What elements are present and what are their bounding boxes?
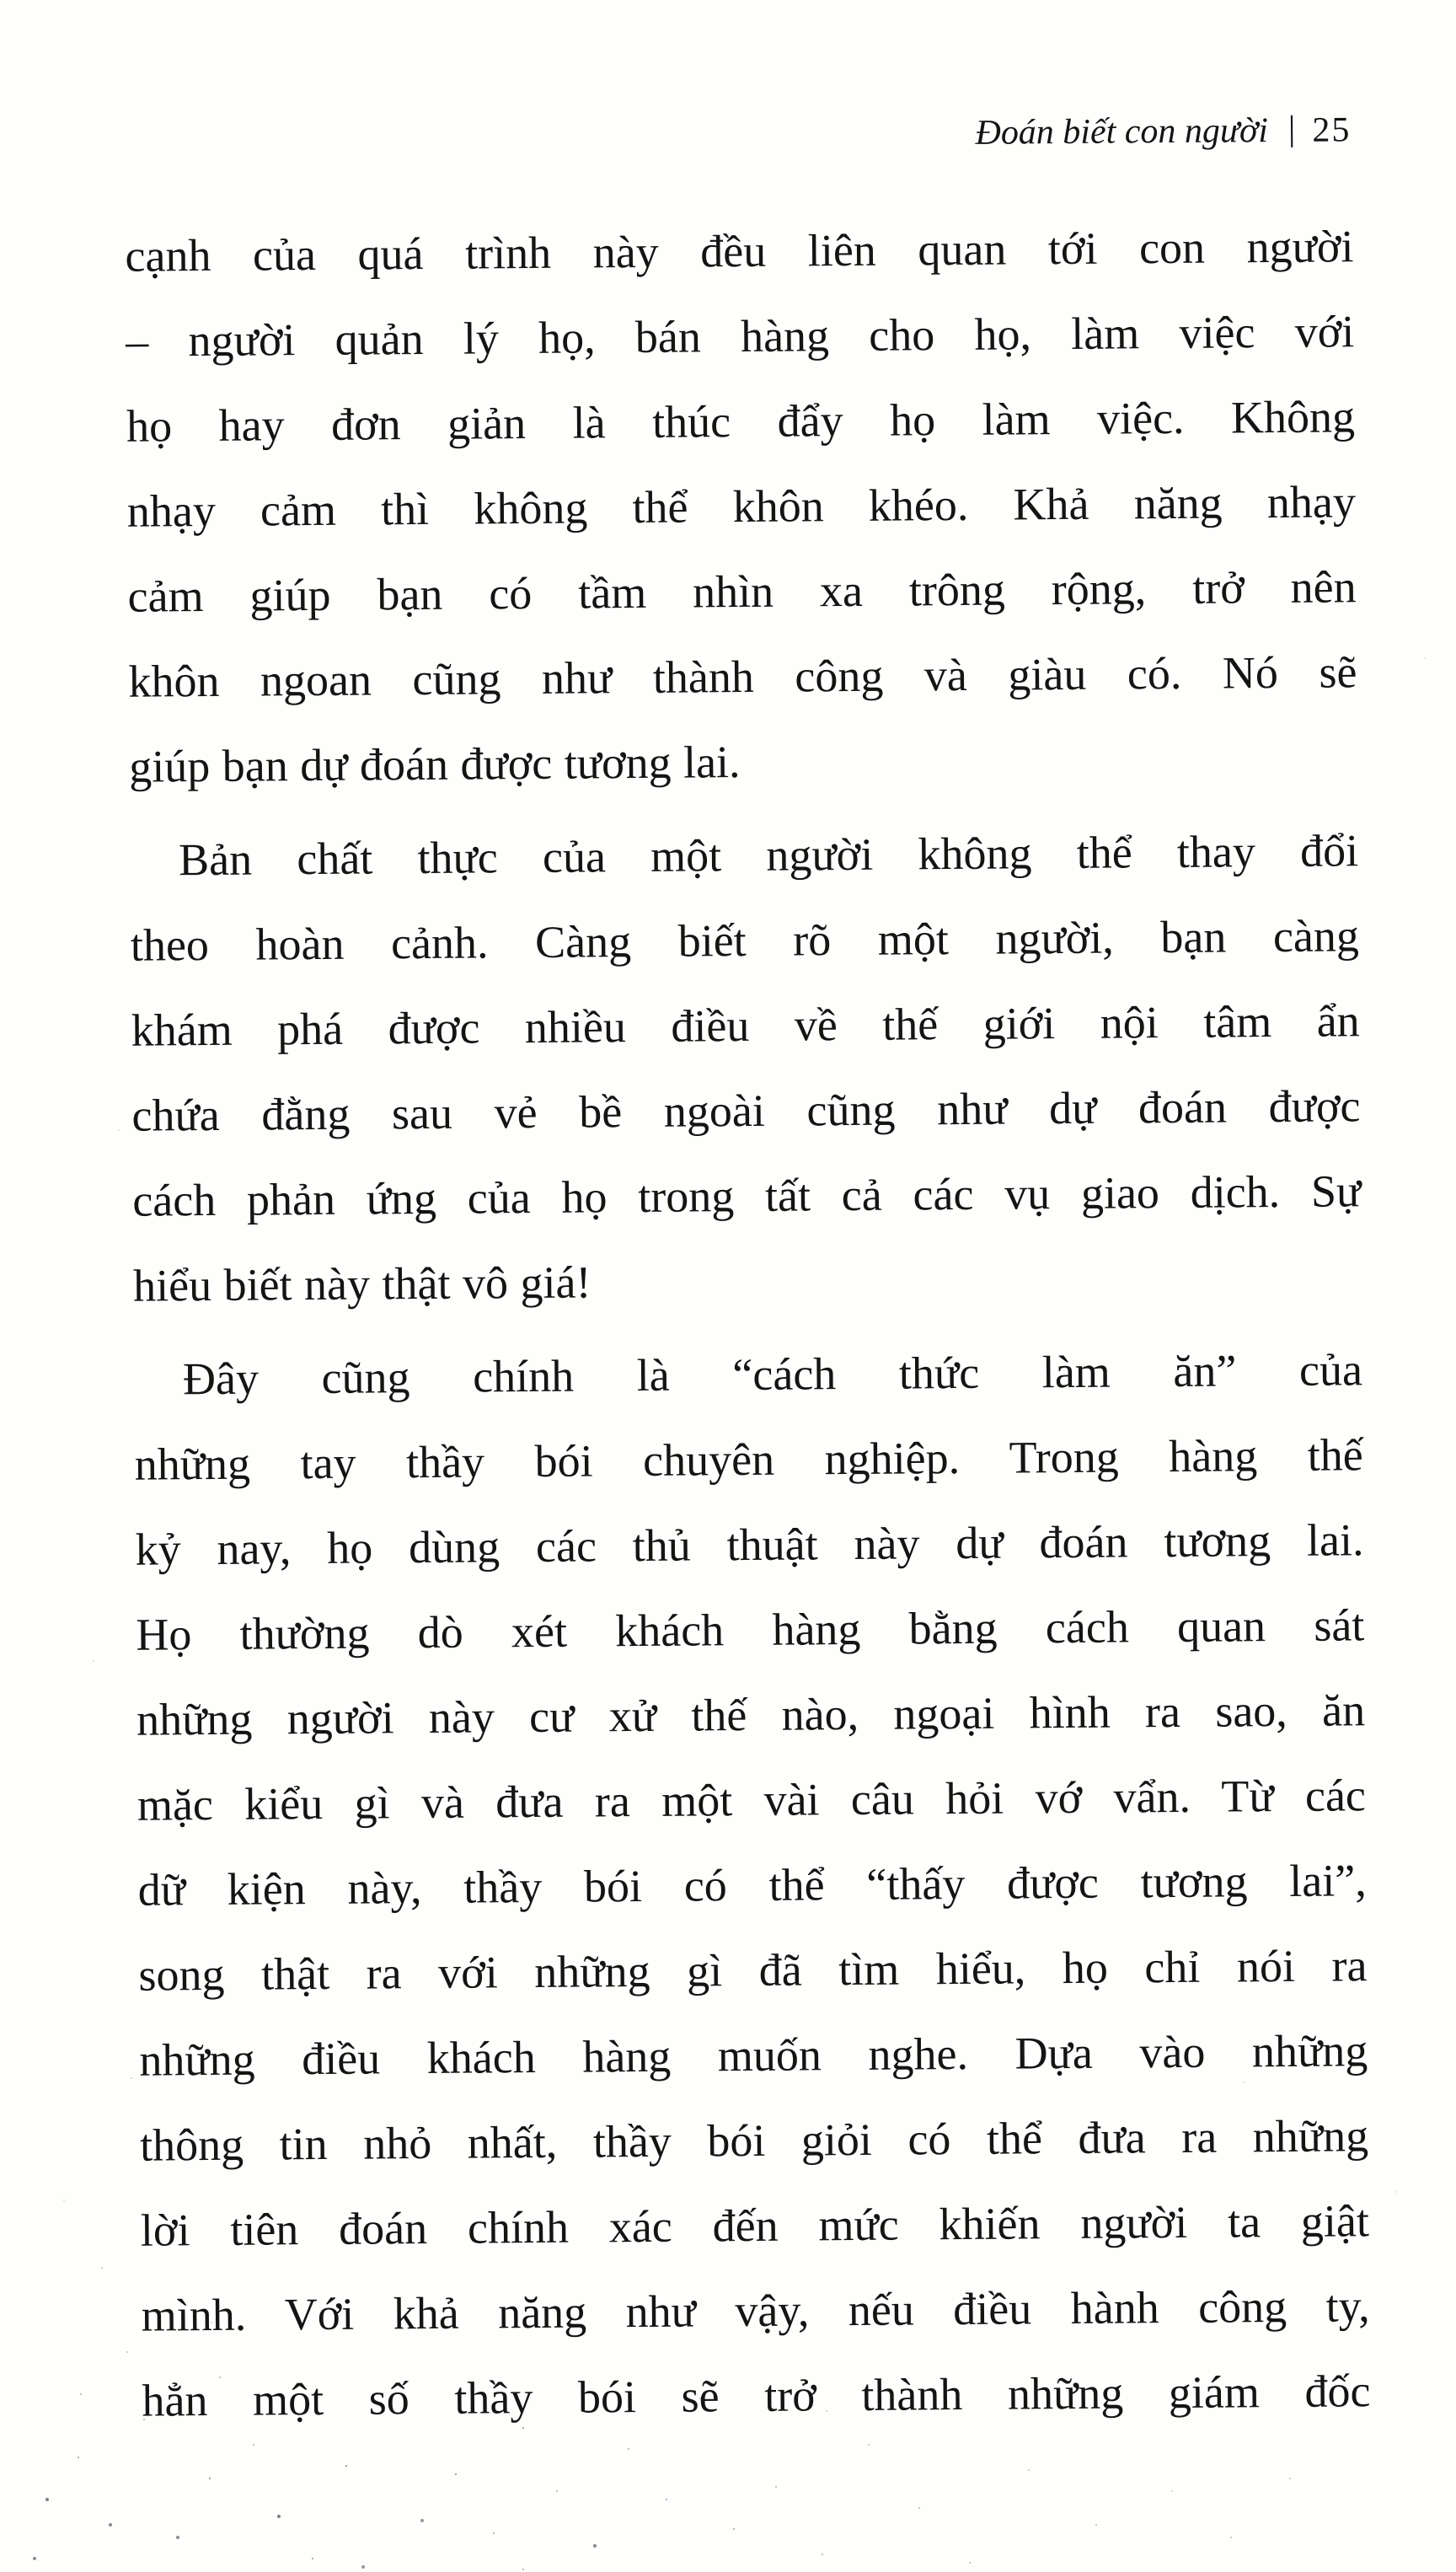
text-line: kỷ nay, họ dùng các thủ thuật này dự đoán tương lai. <box>135 1514 1364 1575</box>
page-content <box>124 103 1371 2443</box>
text-line: nhạy cảm thì không thể khôn khéo. Khả năng nhạy <box>126 476 1357 537</box>
text-line: theo hoàn cảnh. Càng biết rõ một người, bạn càng <box>130 910 1360 971</box>
text-line: Đây cũng chính là “cách thức làm ăn” của <box>182 1344 1363 1405</box>
text-line: mặc kiểu gì và đưa ra một vài câu hỏi vớ vẩn. Từ các <box>136 1770 1367 1830</box>
text-line: khám phá được nhiều điều về thế giới nội tâm ẩn <box>131 995 1360 1056</box>
text-line: song thật ra với những gì đã tìm hiểu, họ chỉ nói ra <box>138 1940 1368 2001</box>
running-head <box>124 103 1352 166</box>
running-head-title: Đoán biết con người <box>975 111 1269 153</box>
text-line: những điều khách hàng muốn nghe. Dựa vào những <box>139 2025 1368 2086</box>
text-line: Họ thường dò xét khách hàng bằng cách quan sát <box>136 1599 1365 1660</box>
text-line: Bản chất thực của một người không thể thay đổi <box>178 825 1359 886</box>
text-line: họ hay đơn giản là thúc đẩy họ làm việc. Không <box>126 391 1356 452</box>
text-line: – người quản lý họ, bán hàng cho họ, làm việc với <box>126 306 1355 367</box>
scan-noise-speckles <box>0 0 2 2</box>
page-number: 25 <box>1312 110 1352 150</box>
text-line: lời tiên đoán chính xác đến mức khiến người ta giật <box>140 2195 1370 2256</box>
text-line: cách phản ứng của họ trong tất cả các vụ giao dịch. Sự <box>132 1165 1362 1226</box>
text-line: những người này cư xử thế nào, ngoại hình ra sao, ăn <box>136 1685 1366 1745</box>
text-line: hẳn một số thầy bói sẽ trở thành những giám đốc <box>142 2366 1371 2426</box>
text-line: những tay thầy bói chuyên nghiệp. Trong hàng thế <box>134 1429 1363 1490</box>
header-separator: | <box>1287 109 1296 148</box>
text-line: dữ kiện này, thầy bói có thể “thấy được tương lai”, <box>137 1855 1367 1916</box>
text-line: thông tin nhỏ nhất, thầy bói giỏi có thể đưa ra những <box>139 2110 1369 2171</box>
text-line: mình. Với khả năng như vậy, nếu điều hành công ty, <box>141 2280 1370 2341</box>
text-line: cảm giúp bạn có tầm nhìn xa trông rộng, trở nên <box>127 561 1357 622</box>
text-line: khôn ngoan cũng như thành công và giàu có. Nó sẽ <box>128 646 1357 707</box>
text-line: chứa đằng sau vẻ bề ngoài cũng như dự đoán được <box>131 1080 1361 1141</box>
text-line: giúp bạn dự đoán được tương lai. <box>129 737 741 792</box>
body-text <box>125 204 1371 2443</box>
text-line: hiểu biết này thật vô giá! <box>132 1257 592 1311</box>
text-line: cạnh của quá trình này đều liên quan tới con người <box>125 221 1354 281</box>
